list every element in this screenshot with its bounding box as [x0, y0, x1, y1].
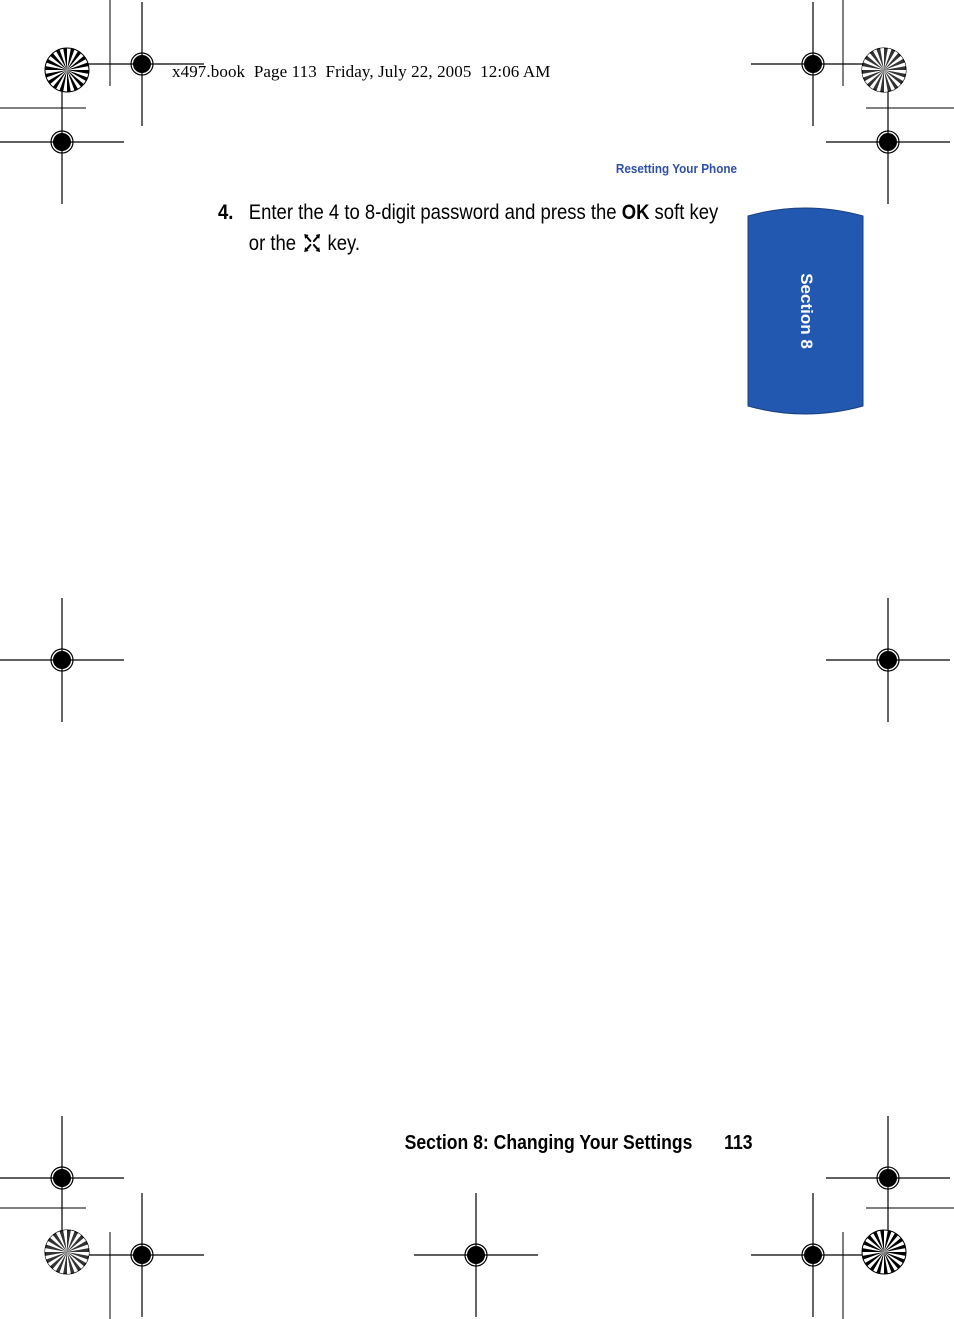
registration-starburst — [45, 48, 89, 92]
navigation-key-icon — [301, 233, 322, 253]
registration-crosshair — [0, 1116, 124, 1240]
page-footer — [404, 1132, 753, 1155]
book-print-header: x497.book Page 113 Friday, July 22, 2005 12:06 AM — [172, 62, 551, 81]
page-number: 113 — [724, 1132, 753, 1154]
registration-crosshair — [751, 1193, 875, 1317]
registration-crosshair — [826, 80, 950, 204]
registration-starburst — [862, 48, 906, 92]
registration-starburst — [45, 1230, 89, 1274]
step-text-after: key. — [322, 232, 360, 255]
registration-crosshair — [826, 598, 950, 722]
step-text-middle: soft key or the — [248, 201, 719, 255]
section-tab-label: Section 8 — [796, 273, 816, 349]
step-text — [249, 197, 720, 259]
ok-key-label: OK — [621, 201, 650, 224]
step-number: 4. — [218, 201, 234, 224]
registration-crosshair — [414, 1193, 538, 1317]
registration-starburst — [862, 1230, 906, 1274]
footer-title: Section 8: Changing Your Settings — [404, 1132, 693, 1154]
step-text-before: Enter the 4 to 8-digit password and press the — [248, 201, 622, 224]
section-tab-label-wrap — [747, 204, 864, 418]
registration-crosshair — [0, 80, 124, 204]
registration-crosshair — [80, 1193, 204, 1317]
running-head: Resetting Your Phone — [615, 161, 737, 176]
registration-crosshair — [751, 2, 875, 126]
registration-crosshair — [826, 1116, 950, 1240]
registration-crosshair — [0, 598, 124, 722]
